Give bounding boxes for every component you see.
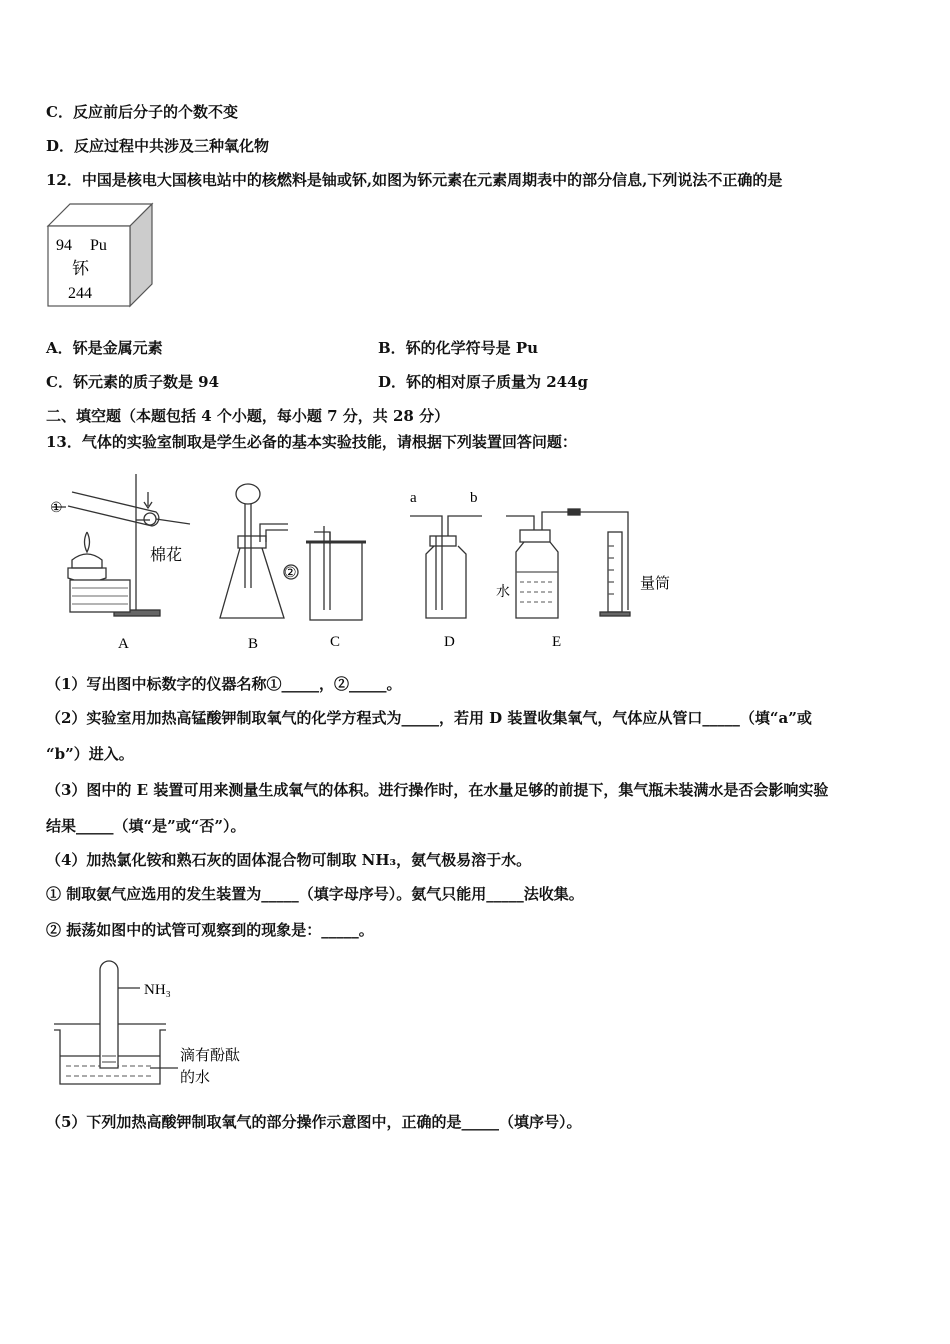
element-mass: 244 xyxy=(68,285,92,302)
caption-b: B xyxy=(248,636,259,652)
ammonia-figure xyxy=(50,958,270,1090)
q13-part2-line2: “b”）进入。 xyxy=(46,745,134,763)
caption-a: A xyxy=(118,636,129,652)
element-symbol: Pu xyxy=(90,237,107,254)
q11-option-c: C．反应前后分子的个数不变 xyxy=(46,103,238,121)
q13-part2-line1: （2）实验室用加热高锰酸钾制取氧气的化学方程式为_____，若用 D 装置收集氧气，气体应从管口_____（填“a”或 xyxy=(46,709,812,727)
element-name: 钚 xyxy=(72,259,89,278)
q13-part4-sub1: ① 制取氨气应选用的发生装置为_____（填字母序号）。氨气只能用_____法收集。 xyxy=(46,885,584,903)
q12-option-c: C．钚元素的质子数是 94 xyxy=(46,373,220,391)
q12-option-b: B．钚的化学符号是 Pu xyxy=(378,339,539,357)
q11-option-d: D．反应过程中共涉及三种氧化物 xyxy=(46,137,270,155)
section-title: 二、填空题（本题包括 4 个小题，每小题 7 分，共 28 分） xyxy=(46,407,450,425)
q12-option-d: D．钚的相对原子质量为 244g xyxy=(378,373,589,391)
water-label: 水 xyxy=(496,585,510,600)
nh3-label: NH₃ xyxy=(144,982,171,998)
q13-part4: （4）加热氯化铵和熟石灰的固体混合物可制取 NH₃，氨气极易溶于水。 xyxy=(46,851,532,869)
caption-e: E xyxy=(552,634,562,650)
q13-stem: 13．气体的实验室制取是学生必备的基本实验技能，请根据下列装置回答问题： xyxy=(46,433,577,451)
caption-c: C xyxy=(330,634,341,650)
q12-stem: 12．中国是核电大国核电站中的核燃料是铀或钚,如图为钚元素在元素周期表中的部分信息,下列说法不正确的是 xyxy=(46,171,783,189)
port-b-label: b xyxy=(470,490,478,506)
q13-part5: （5）下列加热高酸钾制取氧气的部分操作示意图中，正确的是_____（填序号）。 xyxy=(46,1113,582,1131)
port-a-label: a xyxy=(410,490,417,506)
apparatus-figure xyxy=(44,470,694,655)
cylinder-label: 量筒 xyxy=(640,576,671,592)
q13-part3-line2: 结果_____（填“是”或“否”）。 xyxy=(46,817,246,835)
label-2: ② xyxy=(284,566,297,581)
q13-part4-sub2: ② 振荡如图中的试管可观察到的现象是：_____。 xyxy=(46,921,374,939)
liquid-label-2: 的水 xyxy=(180,1070,211,1086)
element-number: 94 xyxy=(56,237,72,254)
liquid-label-1: 滴有酚酞 xyxy=(180,1048,241,1064)
element-cube-figure xyxy=(44,202,156,308)
cotton-label: 棉花 xyxy=(150,547,183,564)
caption-d: D xyxy=(444,634,455,650)
label-1: ① xyxy=(50,501,63,516)
q13-part1: （1）写出图中标数字的仪器名称①_____，②_____。 xyxy=(46,675,402,693)
q12-option-a: A．钚是金属元素 xyxy=(46,339,163,357)
q13-part3-line1: （3）图中的 E 装置可用来测量生成氧气的体积。进行操作时，在水量足够的前提下，集气瓶未装满水是否会影响实验 xyxy=(46,781,829,799)
